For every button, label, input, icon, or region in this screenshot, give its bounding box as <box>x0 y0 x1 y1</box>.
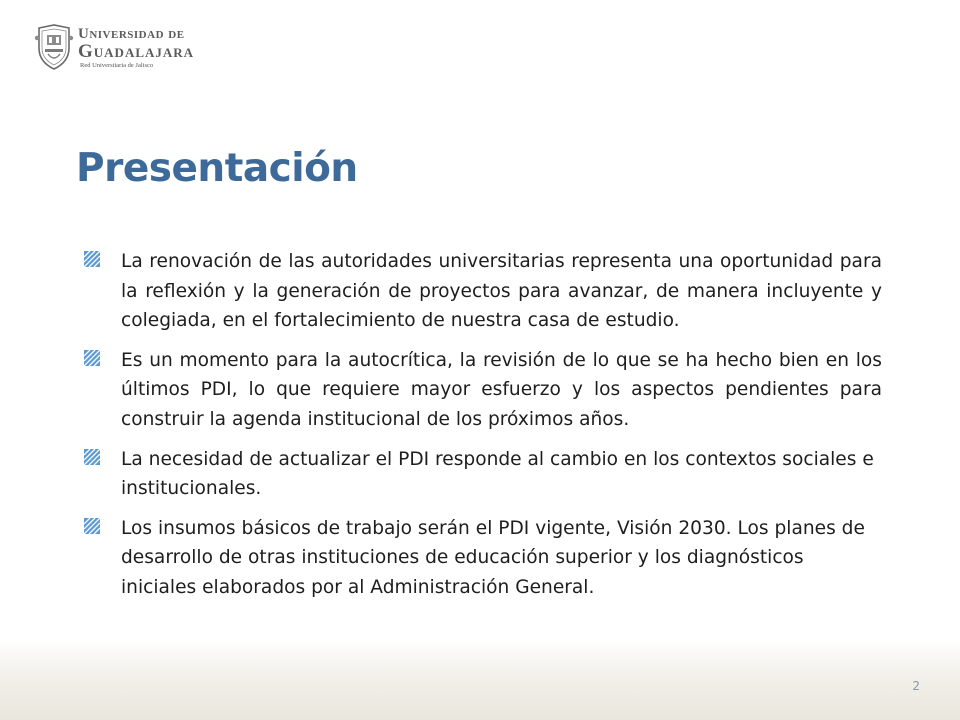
bullet-item <box>84 346 882 435</box>
crest-icon <box>34 24 74 70</box>
bullet-text: La renovación de las autoridades universitarias representa una oportunidad para la reflexión y la generación de proyectos para avanzar, de manera incluyente y colegiada, en el fortalecimiento de nuestra casa de estudio. <box>121 251 882 332</box>
footer-band <box>0 640 960 720</box>
bullet-text: Es un momento para la autocrítica, la revisión de lo que se ha hecho bien en los últimos PDI, lo que requiere mayor esfuerzo y los aspectos pendientes para construir la agenda institucional de los próximos años. <box>121 349 882 430</box>
bullet-icon <box>84 251 100 267</box>
bullet-item <box>84 514 882 603</box>
bullet-text: Los insumos básicos de trabajo serán el PDI vigente, Visión 2030. Los planes de desarrollo de otras instituciones de educación superior y los diagnósticos iniciales elaborados por al Administración General. <box>121 517 865 598</box>
logo-line1: Universidad de <box>78 26 185 42</box>
bullet-icon <box>84 449 100 465</box>
bullet-icon <box>84 350 100 366</box>
bullet-list <box>84 247 882 613</box>
bullet-icon <box>84 518 100 534</box>
slide-title: Presentación <box>76 146 358 191</box>
bullet-text: La necesidad de actualizar el PDI responde al cambio en los contextos sociales e institucionales. <box>121 448 874 500</box>
page-number: 2 <box>912 679 920 693</box>
logo-tagline: Red Universitaria de Jalisco <box>80 62 154 69</box>
bullet-item <box>84 445 882 504</box>
university-logo <box>34 24 194 72</box>
bullet-item <box>84 247 882 336</box>
logo-line2: Guadalajara <box>78 41 195 62</box>
logo-name <box>78 26 194 62</box>
